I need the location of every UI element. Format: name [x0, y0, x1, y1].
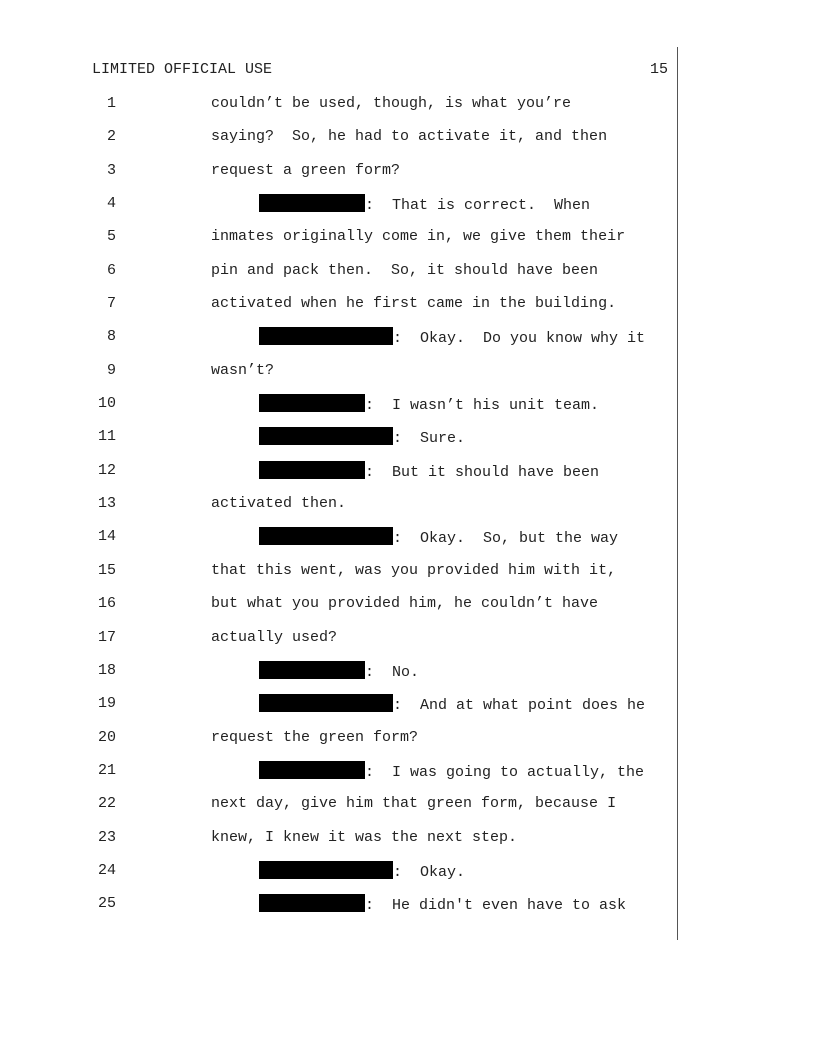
transcript-line	[0, 127, 816, 160]
redacted-speaker-name	[259, 427, 393, 445]
line-text	[211, 828, 517, 848]
transcript-line	[0, 227, 816, 260]
speaker-line	[259, 394, 599, 416]
line-number: 7	[106, 295, 116, 313]
redacted-speaker-name	[259, 327, 393, 345]
transcript-line	[0, 794, 816, 827]
speaker-line	[259, 327, 645, 349]
line-text	[211, 227, 625, 247]
line-number: 6	[106, 261, 116, 279]
classification-label: LIMITED OFFICIAL USE	[92, 61, 273, 78]
line-text-content: but what you provided him, he couldn’t have	[211, 595, 599, 613]
line-number: 10	[97, 395, 116, 413]
line-text-content: actually used?	[211, 628, 338, 646]
transcript-line	[0, 294, 816, 327]
line-text-content: activated then.	[211, 495, 347, 513]
transcript-line	[0, 261, 816, 294]
page-number: 15	[649, 61, 668, 78]
redacted-speaker-name	[259, 694, 393, 712]
speaker-line	[259, 194, 590, 216]
line-text-content: : I was going to actually, the	[365, 763, 645, 781]
line-text-content: : No.	[365, 663, 420, 681]
line-number: 20	[97, 728, 116, 746]
line-text-content: activated when he first came in the building.	[211, 295, 617, 313]
line-number: 9	[106, 361, 116, 379]
line-text-content: : He didn't even have to ask	[365, 897, 627, 915]
transcript-line	[0, 594, 816, 627]
line-text-content: saying? So, he had to activate it, and then	[211, 128, 608, 146]
speaker-line	[259, 527, 618, 549]
line-number: 17	[97, 628, 116, 646]
line-number: 19	[97, 695, 116, 713]
line-text-content: : I wasn’t his unit team.	[365, 397, 600, 415]
line-text	[211, 728, 418, 748]
transcript-line	[0, 661, 816, 694]
line-number: 22	[97, 795, 116, 813]
redacted-speaker-name	[259, 394, 365, 412]
speaker-line	[259, 694, 645, 716]
line-number: 16	[97, 595, 116, 613]
transcript-line	[0, 494, 816, 527]
line-text-content: pin and pack then. So, it should have been	[211, 261, 599, 279]
transcript-line	[0, 861, 816, 894]
line-number: 15	[97, 561, 116, 579]
line-number: 5	[106, 228, 116, 246]
transcript-line	[0, 894, 816, 927]
transcript-line	[0, 728, 816, 761]
line-text	[211, 628, 337, 648]
transcript-line	[0, 461, 816, 494]
line-text	[211, 794, 616, 814]
line-number: 24	[97, 861, 116, 879]
line-text-content: : And at what point does he	[393, 697, 646, 715]
line-text-content: next day, give him that green form, because I	[211, 795, 617, 813]
redacted-speaker-name	[259, 461, 365, 479]
transcript-line	[0, 527, 816, 560]
line-text	[211, 361, 274, 381]
line-text-content: wasn’t?	[211, 361, 275, 379]
line-text	[211, 494, 346, 514]
speaker-line	[259, 427, 465, 449]
speaker-line	[259, 461, 599, 483]
transcript-line	[0, 327, 816, 360]
transcript-line	[0, 828, 816, 861]
page-header	[92, 61, 668, 81]
line-text	[211, 294, 616, 314]
line-text-content: : But it should have been	[365, 463, 600, 481]
line-text	[211, 561, 616, 581]
line-text-content: : That is correct. When	[365, 197, 591, 215]
line-text	[211, 94, 571, 114]
line-text-content: : Okay. Do you know why it	[393, 330, 646, 348]
line-number: 23	[97, 828, 116, 846]
line-text-content: that this went, was you provided him with it,	[211, 561, 617, 579]
line-number: 18	[97, 661, 116, 679]
line-number: 21	[97, 761, 116, 779]
transcript-line	[0, 94, 816, 127]
line-text-content: knew, I knew it was the next step.	[211, 828, 518, 846]
line-number: 4	[106, 195, 116, 213]
line-number: 1	[106, 95, 116, 112]
redacted-speaker-name	[259, 194, 365, 212]
line-number: 2	[106, 128, 116, 146]
line-text-content: : Okay.	[393, 863, 466, 881]
line-number: 11	[97, 428, 116, 446]
line-number: 8	[106, 328, 116, 346]
speaker-line	[259, 661, 419, 683]
speaker-line	[259, 861, 465, 883]
transcript-lines	[0, 94, 816, 928]
redacted-speaker-name	[259, 894, 365, 912]
transcript-line	[0, 361, 816, 394]
line-text-content: couldn’t be used, though, is what you’re	[211, 95, 572, 112]
speaker-line	[259, 761, 644, 783]
line-text-content: : Sure.	[393, 430, 466, 448]
transcript-line	[0, 427, 816, 460]
line-number: 25	[97, 895, 116, 913]
speaker-line	[259, 894, 626, 916]
line-number: 14	[97, 528, 116, 546]
line-number: 12	[97, 461, 116, 479]
redacted-speaker-name	[259, 527, 393, 545]
line-number: 3	[106, 161, 116, 179]
line-text-content: : Okay. So, but the way	[393, 530, 619, 548]
line-text-content: inmates originally come in, we give them their	[211, 228, 626, 246]
transcript-line	[0, 194, 816, 227]
redacted-speaker-name	[259, 661, 365, 679]
line-number: 13	[97, 495, 116, 513]
transcript-line	[0, 761, 816, 794]
redacted-speaker-name	[259, 861, 393, 879]
line-text-content: request the green form?	[211, 728, 419, 746]
transcript-line	[0, 161, 816, 194]
transcript-line	[0, 561, 816, 594]
line-text	[211, 127, 607, 147]
line-text-content: request a green form?	[211, 161, 401, 179]
redacted-speaker-name	[259, 761, 365, 779]
line-text	[211, 161, 400, 181]
line-text	[211, 594, 598, 614]
transcript-line	[0, 694, 816, 727]
transcript-line	[0, 628, 816, 661]
line-text	[211, 261, 598, 281]
transcript-line	[0, 394, 816, 427]
